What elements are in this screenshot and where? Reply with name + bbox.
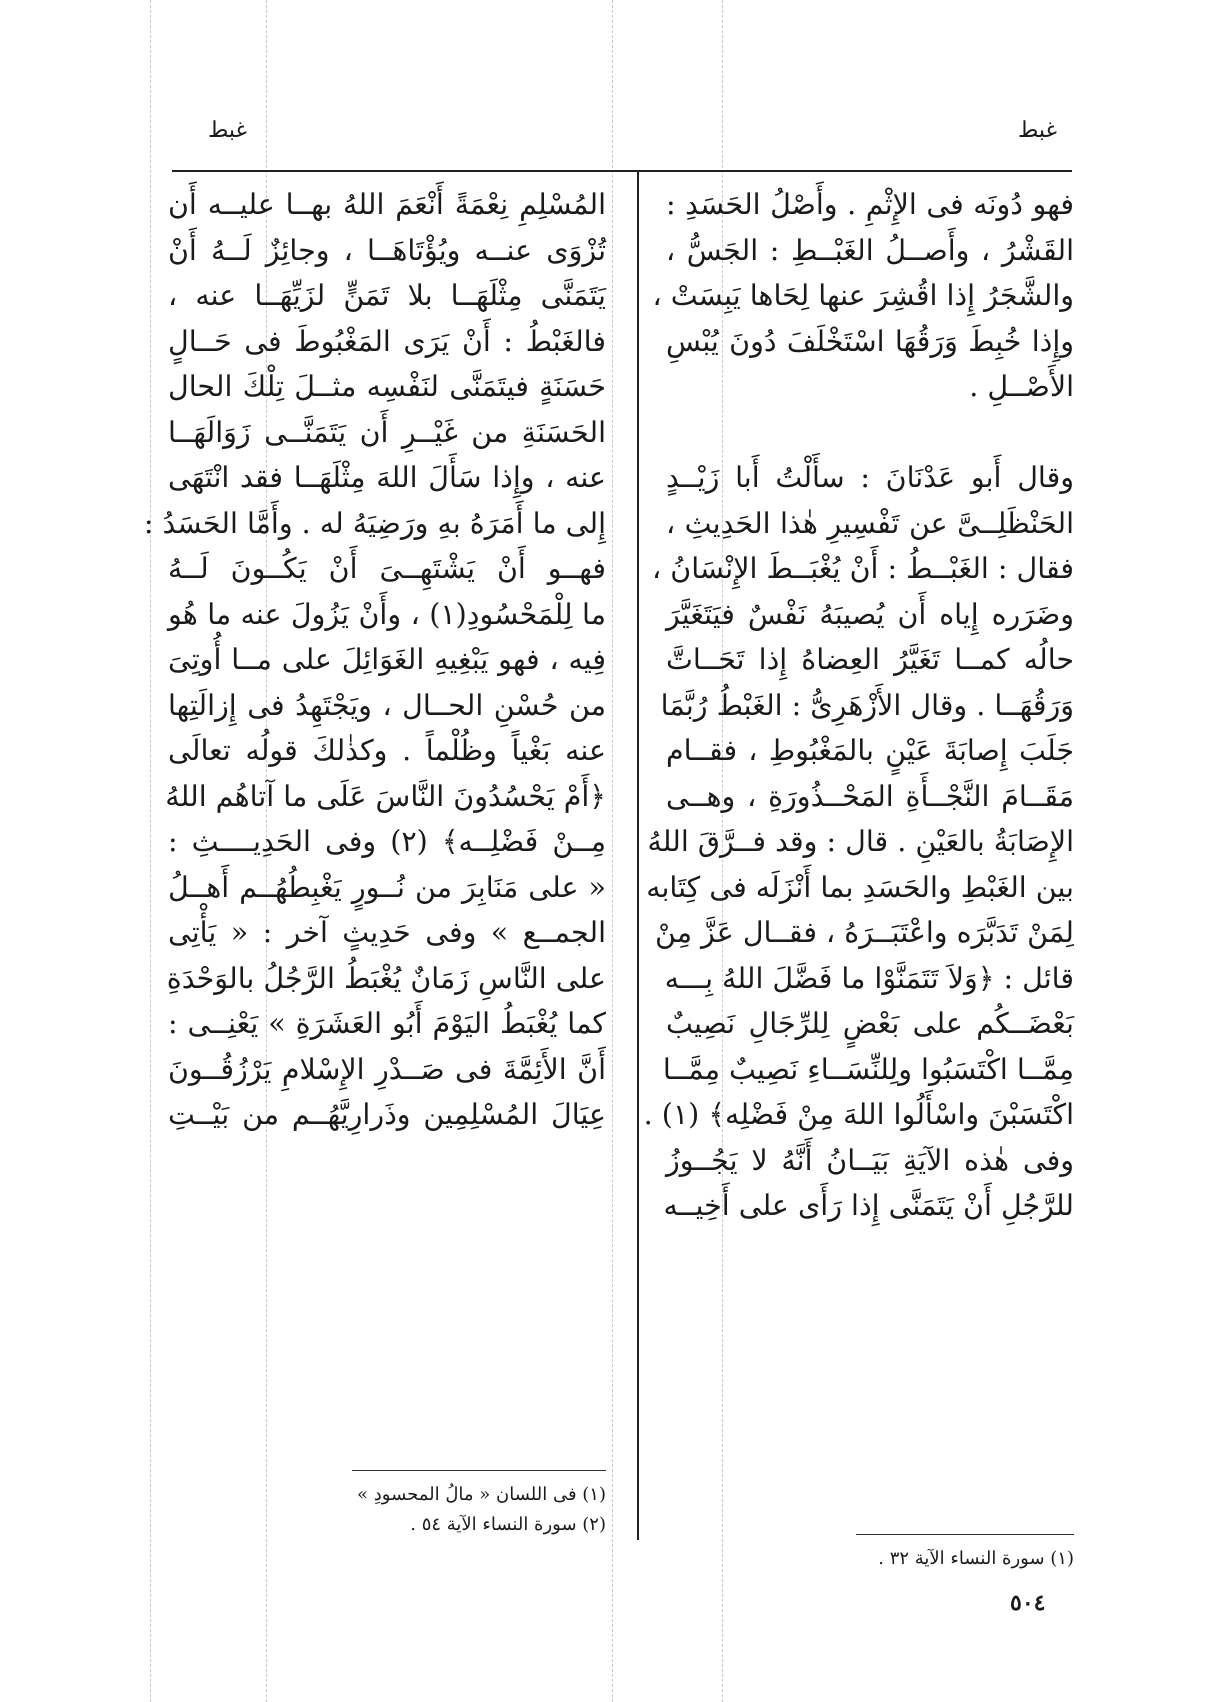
text-line: للرَّجُلِ أَنْ يَتَمَنَّى إِذا رَأَى على أَخِيــه [663,1189,1074,1222]
text-line: وقال أَبو عَدْنَانَ : سأَلْتُ أَبا زَيْــدٍ [666,461,1074,494]
text-line: « على مَنَابِرَ من نُــورٍ يَغْبِطُهُــم أَهــلُ [168,870,606,904]
text-line: عنه بَغْياً وظُلْماً . وكذٰلكَ قولُه تعالَى [168,734,606,767]
text-line: والشَّجَرُ إِذا اقُشِرَ عنها لِحَاها يَبِسَتْ ، [652,279,1074,312]
text-line: عِيَالَ المُسْلِمِين وذَرارِيَّهُــم من بَيْــتِ [168,1098,606,1131]
text-line: وضَرَره إِياه أَن يُصيبَهُ نَفْسٌ فيَتَغَيَّرَ [666,597,1074,631]
text-line: القَشْرُ ، وأَصــلُ الغَبْــطِ : الجَسُّ ، [666,233,1074,267]
text-line: فهــو أَنْ يَشْتَهِــىَ أَنْ يَكُــونَ لَــهُ [168,552,606,585]
text-line: لِمَنْ تَدَبَّرَه واعْتَبَــرَهُ ، فقــال عَزَّ مِنْ [655,916,1074,949]
text-line: أَنَّ الأَئِمَّةَ فى صَــدْرِ الإِسْلامِ يَرْزُقُــونَ [168,1052,606,1086]
header-left-word: غبط [208,118,248,143]
left-column [143,182,607,1138]
text-line: ﴿أَمْ يَحْسُدُونَ النَّاسَ عَلَى ما آتاهُم اللهُ [165,779,606,813]
text-line: عنه ، وإِذا سَأَلَ اللهَ مِثْلَهَــا فقد انْتَهَى [168,461,606,494]
right-column [643,182,1074,1229]
text-line: تُزْوَى عنــه ويُؤْتَاهَــا ، وجائِزٌ لَــهُ أَنْ [168,233,606,267]
blank-line [666,410,1074,456]
header-right-word: غبط [1018,118,1058,143]
text-line: على النَّاسِ زَمَانٌ يُغْبَطُ الرَّجُلُ بالوَحْدَةِ [166,961,606,995]
text-line: جَلَبَ إِصابَةَ عَيْنٍ بالمَغْبُوطِ ، فقــام [666,734,1074,767]
footnote: (١) سورة النساء الآية ٣٢ . [878,1548,1074,1569]
text-line: مِــنْ فَضْلِــه﴾ (٢) وفى الحَدِيــــثِ : [168,825,606,858]
text-line: مِمَّــا اكْتَسَبُوا ولِلنِّسَــاءِ نَصِيبٌ مِمَّــا [662,1052,1074,1086]
text-line: فالغَبْطُ : أَنْ يَرَى المَغْبُوطَ فى حَــالٍ [168,324,606,358]
text-line: الحَنْظَلِــىَّ عن تَفْسِيرِ هٰذا الحَدِيثِ ، [666,506,1074,540]
text-line: بَعْضَــكُم على بَعْضٍ لِلرِّجَالِ نَصِيبٌ [666,1007,1074,1040]
page-number: ٥٠٤ [1010,1590,1046,1616]
text-line: ما لِلْمَحْسُودِ(١) ، وأَنْ يَزُولَ عنه ما هُو [168,597,607,631]
footnote: (١) فى اللسان « مالُ المحسودِ » [357,1484,606,1505]
text-line: وإِذا خُبِطَ وَرَقُهَا اسْتَخْلَفَ دُونَ يُبْسِ [666,324,1074,358]
text-line: فهو دُونَه فى الإِثْمِ . وأَصْلُ الحَسَدِ : [666,188,1074,221]
text-line: الحَسَنَةِ من غَيْــرِ أَن يَتَمَنَّــى زَوَالَهَــا [168,415,606,449]
text-line: يَتَمَنَّى مِثْلَهَــا بلا تَمَنٍّ لزَيِّهَــا عنه ، [168,279,606,312]
text-line: فِيه ، فهو يَبْغِيهِ الغَوَائِلَ على مــا أُوتِىَ [168,643,606,676]
text-line: وَرَقُهَــا . وقال الأَزْهَرِىُّ : الغَبْطُ رُبَّمَا [660,688,1074,722]
column-divider [637,170,639,1540]
text-line: إِلى ما أَمَرَهُ بهِ ورَضِيَهُ له . وأَمَّا الحَسَدُ : [143,506,606,540]
text-line: الجمــع » وفى حَدِيثٍ آخر : « يَأْتِى [168,916,606,949]
footnotes-right [856,1544,1074,1574]
footnote: (٢) سورة النساء الآية ٥٤ . [410,1514,606,1535]
footnote-rule-right [856,1534,1074,1535]
text-line: الأَصْــلِ . [969,370,1074,403]
text-line: حالُه كمــا تَغَيَّرُ العِضاهُ إِذا تَحَــاتَّ [666,643,1074,676]
fold-line-left [150,0,151,1702]
text-line: فقال : الغَبْــطُ : أَنْ يُغْبَــطَ الإِنْسَانُ ، [652,552,1074,585]
footnote-rule-left [352,1470,606,1471]
text-line: مَقَــامَ النَّجْــأَةِ المَحْــذُورَةِ ، وهــى [666,779,1074,813]
text-line: اكْتَسَبْنَ واسْأَلُوا اللهَ مِنْ فَضْلِه﴾ (١) . [643,1098,1074,1131]
text-line: حَسَنَةٍ فيتَمَنَّى لنَفْسِه مثــلَ تِلْكَ الحال [168,370,606,403]
fold-line-center [612,0,613,1702]
text-line: بين الغَبْطِ والحَسَدِ بما أَنْزَلَه فى كِتَابه [646,870,1074,904]
footnotes-left [300,1480,606,1540]
text-line: كما يُغْبَطُ اليَوْمَ أَبُو العَشَرَةِ » يَعْنِــى : [168,1007,606,1040]
header-rule [172,170,1072,172]
text-line: وفى هٰذه الآيَةِ بَيَــانُ أَنَّهُ لا يَجُــوزُ [666,1143,1074,1177]
text-line: قائل : ﴿وَلاَ تَتَمَنَّوْا ما فَضَّلَ اللهُ بِـــه [664,961,1074,995]
text-line: من حُسْنِ الحــال ، ويَجْتَهِدُ فى إِزالَتِها [168,688,606,722]
text-line: الإِصَابَةُ بالعَيْنِ . قال : وقد فــرَّقَ اللهُ [647,825,1074,858]
text-line: المُسْلِمِ نِعْمَةً أَنْعَمَ اللهُ بهــا عليــه أَن [168,188,606,221]
